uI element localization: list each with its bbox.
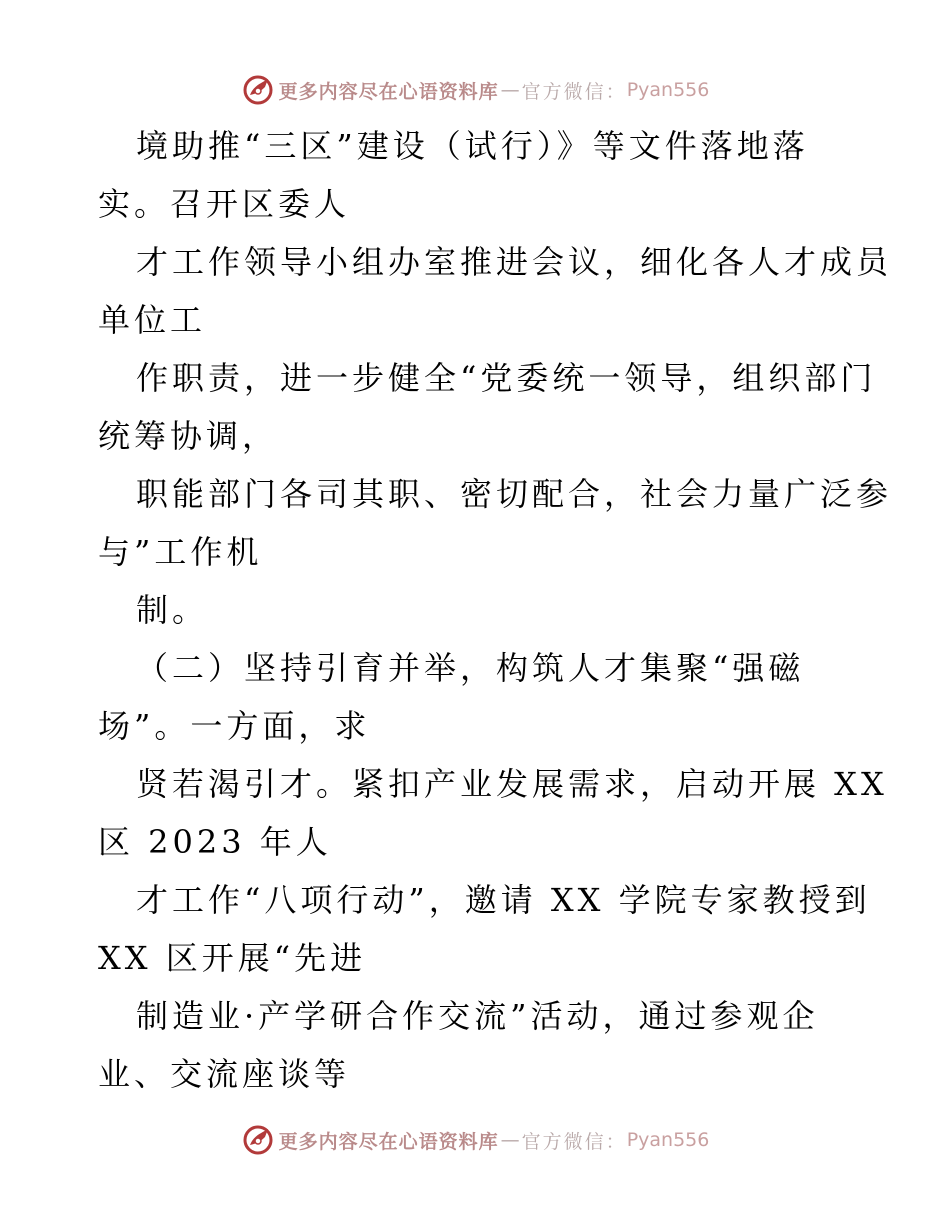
body-line: 境助推“三区”建设（试行）》等文件落地落 <box>136 127 809 165</box>
body-line: 才工作领导小组办室推进会议，细化各人才成员 <box>136 243 893 281</box>
header-watermark <box>0 70 950 110</box>
watermark-wechat-id: Pyan556 <box>626 79 710 101</box>
watermark-main-text: 更多内容尽在心语资料库 <box>278 80 499 103</box>
body-line: 职能部门各司其职、密切配合，社会力量广泛参 <box>136 475 893 513</box>
body-line: 区 2023 年人 <box>98 823 332 861</box>
watermark-wechat-id: Pyan556 <box>626 1129 710 1151</box>
watermark-separator: — <box>500 79 520 101</box>
body-line: 制。 <box>136 591 209 629</box>
body-line: 才工作“八项行动”，邀请 XX 学院专家教授到 <box>136 881 871 919</box>
body-line: 与”工作机 <box>98 533 263 571</box>
body-line: 场”。一方面，求 <box>98 707 371 745</box>
body-line: 业、交流座谈等 <box>98 1055 351 1093</box>
body-line: 贤若渴引才。紧扣产业发展需求，启动开展 XX <box>136 765 888 803</box>
body-line: （二）坚持引育并举，构筑人才集聚“强磁 <box>136 649 805 687</box>
body-line: 统筹协调， <box>98 417 279 455</box>
watermark-separator: — <box>500 1129 520 1151</box>
watermark-official-text: 官方微信： <box>521 1130 627 1153</box>
watermark-official-text: 官方微信： <box>521 80 627 103</box>
logo-icon <box>241 73 275 107</box>
body-line: 单位工 <box>98 301 207 339</box>
footer-watermark <box>0 1120 950 1160</box>
body-line: 作职责，进一步健全“党委统一领导，组织部门 <box>136 359 877 397</box>
body-line: XX 区开展“先进 <box>98 939 367 977</box>
logo-icon <box>241 1123 275 1157</box>
body-line: 实。召开区委人 <box>98 185 351 223</box>
watermark-main-text: 更多内容尽在心语资料库 <box>278 1130 499 1153</box>
body-line: 制造业·产学研合作交流”活动，通过参观企 <box>136 997 819 1035</box>
